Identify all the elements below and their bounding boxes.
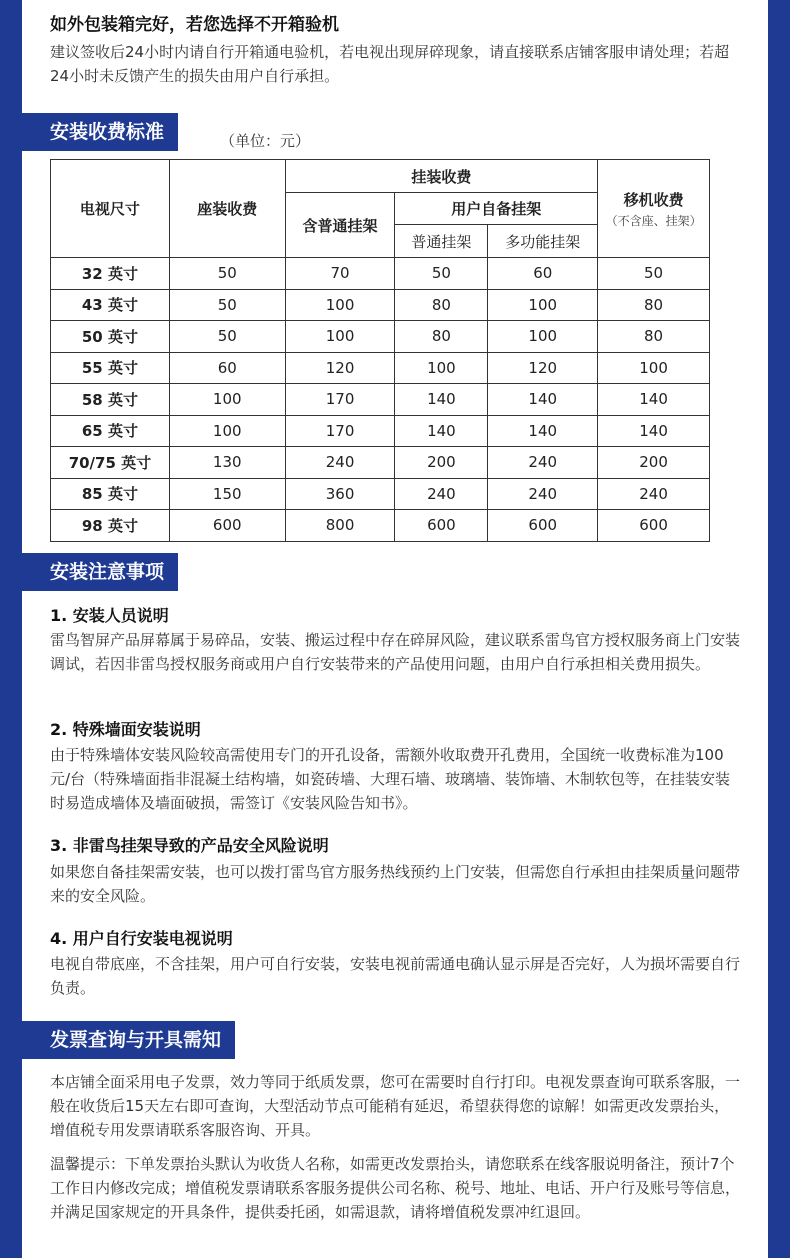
cell-move: 140 (598, 415, 710, 447)
install-fee-heading: 安装收费标准 (50, 113, 178, 151)
header-move-note: （不含座、挂架） (605, 213, 702, 228)
cell-seat: 150 (169, 478, 285, 510)
cell-move: 80 (598, 321, 710, 353)
header-wall-standard: 含普通挂架 (285, 193, 395, 258)
table-row (51, 352, 710, 384)
note-2-body: 由于特殊墙体安装风险较高需使用专门的开孔设备，需额外收取费开孔费用，全国统一收费标准为100元/台（特殊墙面指非混凝土结构墙，如瓷砖墙、大理石墙、玻璃墙、装饰墙、木制软包等，在挂装安装时易造成墙体及墙面破损，需签订《安装风险告知书》。 (50, 746, 731, 812)
cell-seat: 100 (169, 415, 285, 447)
note-2-title: 2. 特殊墙面安装说明 (50, 720, 201, 739)
cell-wall-std: 360 (285, 478, 395, 510)
cell-seat: 50 (169, 258, 285, 290)
note-4-title: 4. 用户自行安装电视说明 (50, 929, 233, 948)
header-size: 电视尺寸 (51, 160, 170, 258)
table-row (51, 447, 710, 479)
cell-own-normal: 140 (395, 415, 488, 447)
cell-own-normal: 100 (395, 352, 488, 384)
cell-own-multi: 240 (488, 447, 598, 479)
note-4-body: 电视自带底座，不含挂架，用户可自行安装，安装电视前需通电确认显示屏是否完好，人为损坏需要自行负责。 (50, 955, 741, 997)
cell-wall-std: 120 (285, 352, 395, 384)
left-blue-border (0, 0, 22, 1258)
cell-seat: 60 (169, 352, 285, 384)
note-3-title: 3. 非雷鸟挂架导致的产品安全风险说明 (50, 836, 329, 855)
cell-wall-std: 800 (285, 510, 395, 542)
header-wall: 挂装收费 (285, 160, 597, 193)
table-row (51, 321, 710, 353)
notes-heading: 安装注意事项 (50, 553, 178, 591)
cell-own-normal: 140 (395, 384, 488, 416)
table-row (51, 415, 710, 447)
cell-wall-std: 70 (285, 258, 395, 290)
header-seat: 座装收费 (169, 160, 285, 258)
table-row (51, 478, 710, 510)
cell-move: 140 (598, 384, 710, 416)
cell-size: 98 英寸 (51, 510, 170, 542)
cell-own-normal: 80 (395, 321, 488, 353)
invoice-para-2: 温馨提示：下单发票抬头默认为收货人名称，如需更改发票抬头，请您联系在线客服说明备注，预计7个工作日内修改完成；增值税发票请联系客服务提供公司名称、税号、地址、电话、开户行及账号等信息，并满足国家规定的开具条件，提供委托函，如需退款，请将增值税发票冲红退回。 (50, 1155, 741, 1221)
note-1-body: 雷鸟智屏产品屏幕属于易碎品，安装、搬运过程中存在碎屏风险，建议联系雷鸟官方授权服务商上门安装调试，若因非雷鸟授权服务商或用户自行安装带来的产品使用问题，由用户自行承担相关费用损失。 (50, 631, 741, 673)
cell-own-multi: 140 (488, 384, 598, 416)
header-own-normal: 普通挂架 (395, 225, 488, 258)
cell-wall-std: 100 (285, 321, 395, 353)
note-3-body: 如果您自备挂架需安装，也可以拨打雷鸟官方服务热线预约上门安装，但需您自行承担由挂架质量问题带来的安全风险。 (50, 863, 741, 905)
cell-move: 50 (598, 258, 710, 290)
table-row (51, 384, 710, 416)
cell-size: 43 英寸 (51, 289, 170, 321)
table-row (51, 258, 710, 290)
cell-size: 50 英寸 (51, 321, 170, 353)
cell-own-multi: 100 (488, 321, 598, 353)
table-row (51, 510, 710, 542)
cell-own-multi: 240 (488, 478, 598, 510)
header-own-multi: 多功能挂架 (488, 225, 598, 258)
cell-size: 32 英寸 (51, 258, 170, 290)
cell-move: 100 (598, 352, 710, 384)
cell-own-normal: 50 (395, 258, 488, 290)
cell-own-multi: 60 (488, 258, 598, 290)
header-wall-own: 用户自备挂架 (395, 193, 598, 225)
table-row (51, 289, 710, 321)
header-move-label: 移机收费 (623, 190, 684, 209)
cell-wall-std: 240 (285, 447, 395, 479)
cell-size: 85 英寸 (51, 478, 170, 510)
install-fee-table (50, 159, 710, 542)
cell-move: 80 (598, 289, 710, 321)
note-1-title: 1. 安装人员说明 (50, 606, 169, 625)
right-blue-border (768, 0, 790, 1258)
cell-size: 55 英寸 (51, 352, 170, 384)
cell-seat: 50 (169, 289, 285, 321)
cell-wall-std: 170 (285, 384, 395, 416)
cell-seat: 130 (169, 447, 285, 479)
cell-wall-std: 170 (285, 415, 395, 447)
header-move (598, 160, 710, 258)
cell-wall-std: 100 (285, 289, 395, 321)
invoice-heading: 发票查询与开具需知 (50, 1021, 235, 1059)
fee-rows (51, 258, 710, 542)
cell-own-multi: 600 (488, 510, 598, 542)
invoice-para-1: 本店铺全面采用电子发票，效力等同于纸质发票，您可在需要时自行打印。电视发票查询可联系客服，一般在收货后15天左右即可查询，大型活动节点可能稍有延迟，希望获得您的谅解！如需更改发票抬头，增值税专用发票请联系客服咨询、开具。 (50, 1073, 741, 1139)
cell-own-multi: 140 (488, 415, 598, 447)
cell-seat: 50 (169, 321, 285, 353)
cell-size: 70/75 英寸 (51, 447, 170, 479)
cell-move: 200 (598, 447, 710, 479)
intro-title: 如外包装箱完好，若您选择不开箱验机 (50, 15, 339, 35)
cell-own-normal: 240 (395, 478, 488, 510)
cell-own-normal: 80 (395, 289, 488, 321)
cell-own-multi: 100 (488, 289, 598, 321)
cell-own-multi: 120 (488, 352, 598, 384)
cell-move: 600 (598, 510, 710, 542)
cell-own-normal: 600 (395, 510, 488, 542)
cell-seat: 100 (169, 384, 285, 416)
cell-size: 65 英寸 (51, 415, 170, 447)
unit-note: （单位：元） (220, 132, 311, 150)
cell-own-normal: 200 (395, 447, 488, 479)
cell-size: 58 英寸 (51, 384, 170, 416)
cell-seat: 600 (169, 510, 285, 542)
cell-move: 240 (598, 478, 710, 510)
intro-body: 建议签收后24小时内请自行开箱通电验机，若电视出现屏碎现象，请直接联系店铺客服申请处理；若超24小时未反馈产生的损失由用户自行承担。 (50, 43, 730, 85)
